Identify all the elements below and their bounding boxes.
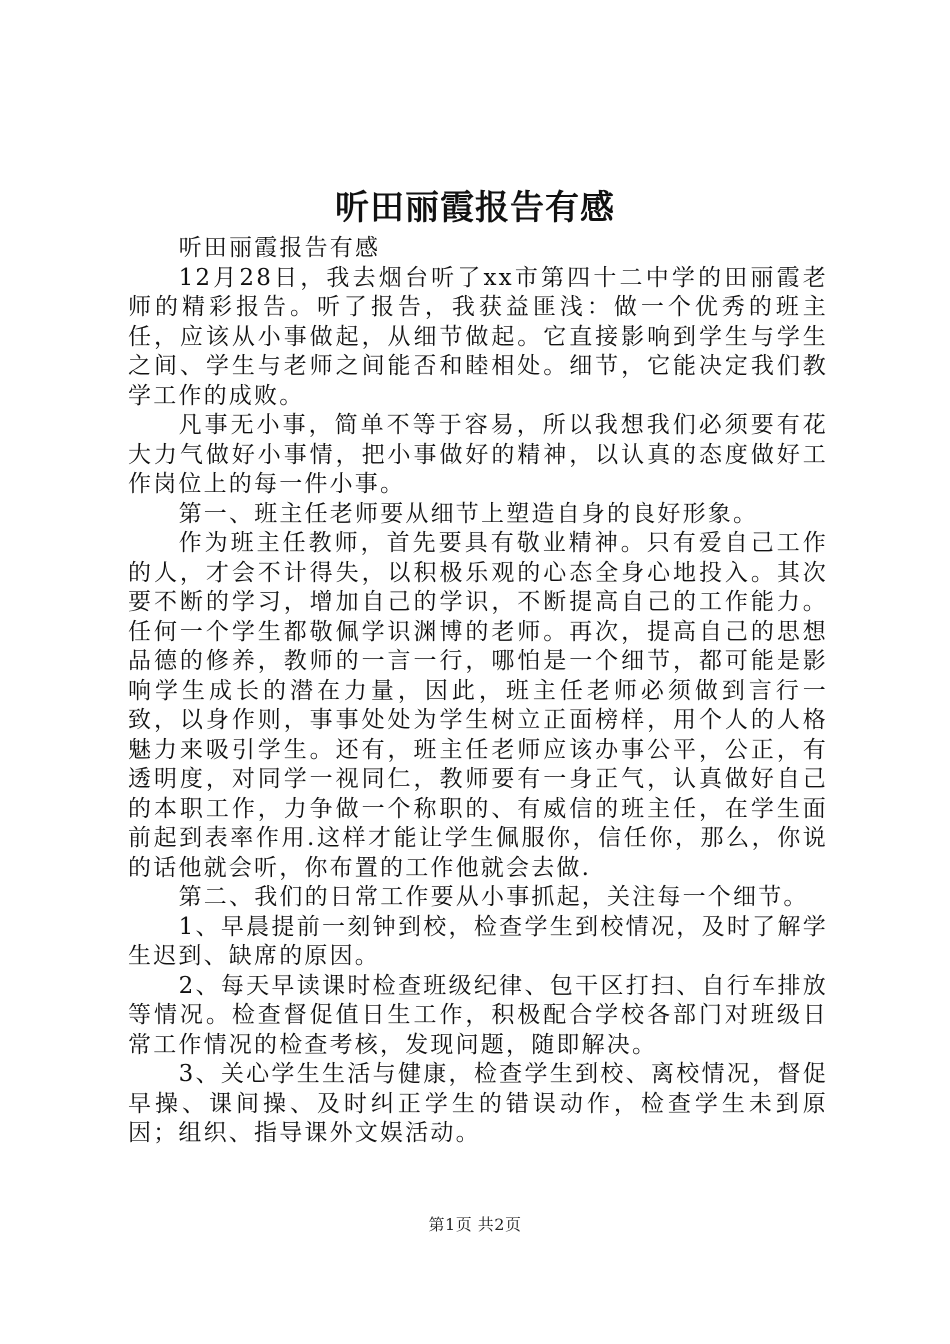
- document-body: [128, 234, 828, 1149]
- document-title: 听田丽霞报告有感: [335, 188, 615, 228]
- paragraph: 听田丽霞报告有感: [178, 235, 381, 261]
- paragraph: 12月28日，我去烟台听了xx市第四十二中学的田丽霞老师的精彩报告。听了报告，我获益匪浅：做一个优秀的班主任，应该从小事做起，从细节做起。它直接影响到学生与学生之间、学生与老师之间能否和睦相处。细节，它能决定我们教学工作的成败。: [128, 264, 828, 409]
- paragraph: 第一、班主任老师要从细节上塑造自身的良好形象。: [178, 500, 759, 527]
- page-footer: 第1页 共2页: [428, 1215, 522, 1234]
- paragraph: 1、早晨提前一刻钟到校，检查学生到校情况，及时了解学生迟到、缺席的原因。: [128, 913, 828, 969]
- paragraph: 3、关心学生生活与健康，检查学生到校、离校情况，督促早操、课间操、及时纠正学生的错误动作，检查学生未到原因；组织、指导课外文娱活动。: [128, 1061, 828, 1146]
- paragraph: 2、每天早读课时检查班级纪律、包干区打扫、自行车排放等情况。检查督促值日生工作，积极配合学校各部门对班级日常工作情况的检查考核，发现问题，随即解决。: [128, 972, 828, 1058]
- paragraph: 作为班主任教师，首先要具有敬业精神。只有爱自己工作的人，才会不计得失，以积极乐观的心态全身心地投入。其次要不断的学习，增加自己的学识，不断提高自己的工作能力。任何一个学生都敬佩学识渊博的老师。再次，提高自己的思想品德的修养，教师的一言一行，哪怕是一个细节，都可能是影响学生成长的潜在力量，因此，班主任老师必须做到言行一致，以身作则，事事处处为学生树立正面榜样，用个人的人格魅力来吸引学生。还有，班主任老师应该办事公平，公正，有透明度，对同学一视同仁，教师要有一身正气，认真做好自己的本职工作，力争做一个称职的、有威信的班主任，在学生面前起到表率作用.这样才能让学生佩服你，信任你，那么，你说的话他就会听，你布置的工作他就会去做.: [128, 530, 828, 881]
- paragraph: 凡事无小事，简单不等于容易，所以我想我们必须要有花大力气做好小事情，把小事做好的精神，以认真的态度做好工作岗位上的每一件小事。: [128, 412, 828, 497]
- paragraph: 第二、我们的日常工作要从小事抓起，关注每一个细节。: [178, 884, 809, 910]
